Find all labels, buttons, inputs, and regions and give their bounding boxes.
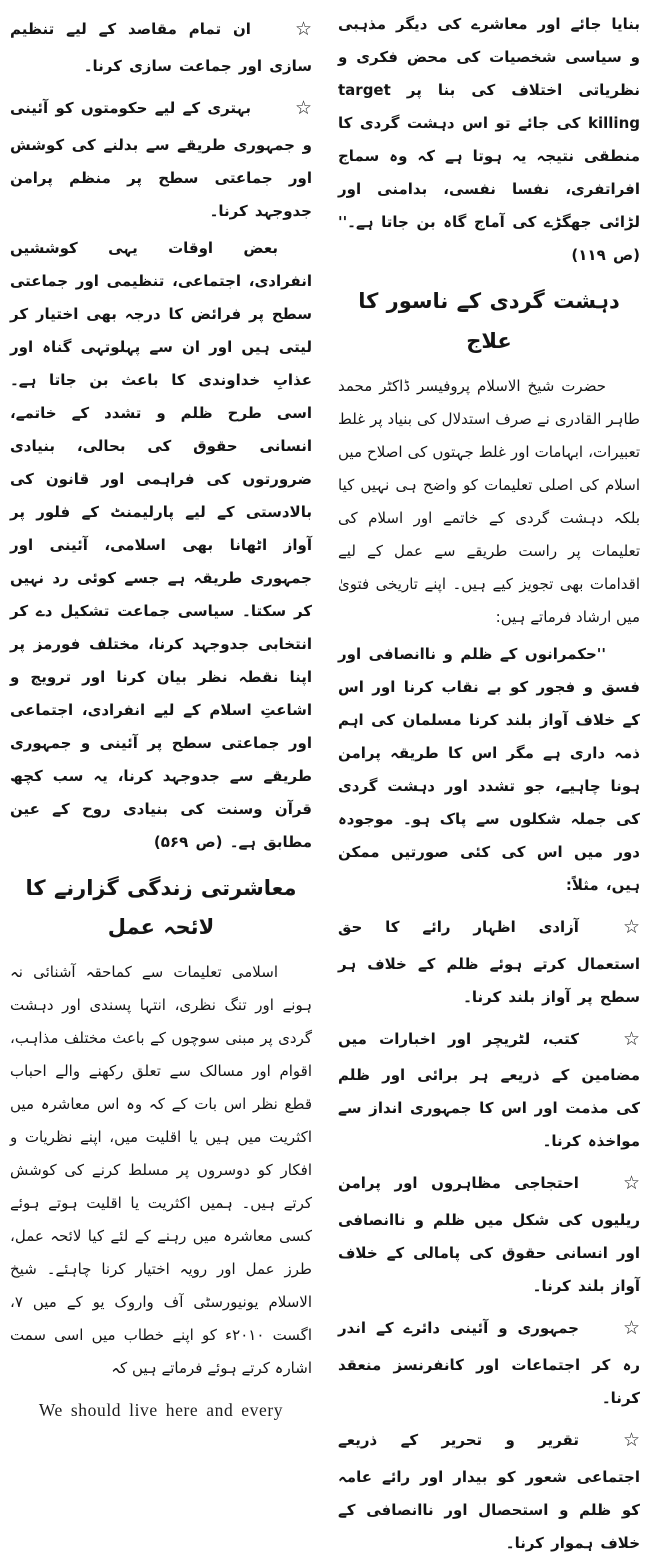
bullet-item	[10, 8, 312, 83]
star-bullet-icon: ☆	[622, 1317, 640, 1340]
star-bullet-icon: ☆	[622, 915, 640, 938]
bullet-text: احتجاجی مظاہروں اور پرامن ریلیوں کی شکل میں ظلم و ناانصافی اور انسانی حقوق کی پامالی کے خلاف آواز بلند کرنا۔	[338, 1174, 640, 1296]
star-bullet-icon: ☆	[622, 1428, 640, 1451]
bullet-item	[338, 1162, 640, 1303]
column-left	[10, 8, 312, 1564]
bullet-text: بہتری کے لیے حکومتوں کو آئینی و جمہوری طریقے سے بدلنے کی کوشش اور جماعتی سطح پر منظم پرامن جدوجہد کرنا۔	[10, 98, 312, 220]
bullet-text: جمہوری و آئینی دائرے کے اندر رہ کر اجتماعات اور کانفرنسز منعقد کرنا۔	[338, 1319, 640, 1407]
quote-continuation-paragraph: بنایا جائے اور معاشرے کی دیگر مذہبی و سیاسی شخصیات کی محض فکری و نظریاتی اختلاف کی بنا پر target killing کی جائے تو اس دہشت گردی کا منطقی نتیجہ یہ ہوتا ہے کہ وہ سماج افراتفری، نفسا نفسی، بدامنی اور لڑائی جھگڑے کی آماج گاہ بن جاتا ہے۔'' (ص ۱۱۹)	[338, 15, 640, 264]
bullet-item	[338, 1018, 640, 1159]
quote-paragraph: بعض اوقات یہی کوششیں انفرادی، اجتماعی، تنظیمی اور جماعتی سطح پر فرائض کا درجہ بھی اختیار کر لیتی ہیں اور ان سے پہلوتہی گناہ اور عذابِ خداوندی کا باعث بن جاتا ہے۔ اسی طرح ظلم و تشدد کے خاتمے، انسانی حقوق کی بحالی، بنیادی ضرورتوں کی فراہمی اور قانون کی بالادستی کے لیے پارلیمنٹ کے فلور پر آواز اٹھانا بھی اسلامی، آئینی اور جمہوری طریقہ ہے جسے کوئی رد نہیں کر سکتا۔ سیاسی جماعت تشکیل دے کر انتخابی جدوجہد کرنا، مختلف فورمز پر اپنا نقطہ نظر بیان کرنا اور ترویج و اشاعتِ اسلام کے لیے انفرادی، اجتماعی اور جماعتی سطح پر آئینی و جمہوری طریقے سے جدوجہد کرنا، یہ سب کچھ قرآن وسنت کی بنیادی روح کے عین مطابق ہے۔ (ص ۵۶۹)	[10, 238, 312, 851]
section-heading-terrorism-cure: دہشت گردی کے ناسور کا علاج	[358, 289, 620, 353]
star-bullet-icon: ☆	[294, 18, 312, 40]
bullet-text: ان تمام مقاصد کے لیے تنظیم سازی اور جماعت سازی کرنا۔	[10, 20, 312, 75]
english-quote-line: We should live here and every	[38, 1400, 284, 1421]
commentary-paragraph: حضرت شیخ الاسلام پروفیسر ڈاکٹر محمد طاہر القادری نے صرف استدلال کی بنیاد پر غلط تعبیرات، ابہامات اور غلط جہتوں کی اصلاح میں اسلام کی اصلی تعلیمات کو واضح ہی نہیں کیا بلکہ دہشت گردی کے خاتمے اور اسلام کی تعلیمات پر راست طریقے سے عمل کے لیے اقدامات بھی تجویز کیے ہیں۔ اپنے تاریخی فتویٰ میں ارشاد فرماتے ہیں:	[338, 376, 640, 626]
star-bullet-icon: ☆	[294, 96, 312, 119]
section-heading-social-life: معاشرتی زندگی گزارنے کا لائحہ عمل	[25, 875, 297, 940]
bullet-text: آزادی اظہار رائے کا حق استعمال کرتے ہوئے ظلم کے خلاف ہر سطح پر آواز بلند کرنا۔	[338, 917, 640, 1006]
fatwa-quote-paragraph: ''حکمرانوں کے ظلم و ناانصافی اور فسق و فجور کو بے نقاب کرنا اور اس کے خلاف آواز بلند کرنا مسلمان کی اہم ذمہ داری ہے مگر اس کا طریقہ پرامن ہونا چاہیے، جو تشدد اور دہشت گردی کی جملہ شکلوں سے پاک ہو۔ موجودہ دور میں اس کی کئی صورتیں ممکن ہیں، مثلاً:	[338, 644, 640, 894]
bullet-item	[338, 906, 640, 1014]
bullet-item	[338, 1307, 640, 1415]
bullet-text: تقریر و تحریر کے ذریعے اجتماعی شعور کو بیدار اور رائے عامہ کو ظلم و استحصال اور ناانصافی کے خلاف ہموار کرنا۔	[338, 1430, 640, 1552]
star-bullet-icon: ☆	[622, 1027, 640, 1050]
column-right	[338, 8, 640, 1564]
star-bullet-icon: ☆	[622, 1172, 640, 1195]
bullet-text: کتب، لٹریچر اور اخبارات میں مضامین کے ذریعے ہر برائی اور ظلم کی مذمت اور اس کا جمہوری انداز سے مواخذہ کرنا۔	[338, 1029, 640, 1151]
bullet-item	[338, 1419, 640, 1560]
commentary-paragraph: اسلامی تعلیمات سے کماحقہ آشنائی نہ ہونے اور تنگ نظری، انتہا پسندی اور دہشت گردی پر مبنی سوچوں کے باعث مختلف مذاہب، اقوام اور مسالک سے تعلق رکھنے والے احباب قطع نظر اس بات کے کہ وہ اس معاشرہ میں اکثریت میں ہیں یا اقلیت میں، اپنے نظریات و افکار کو دوسروں پر مسلط کرنے کی کوشش کرتے ہیں۔ ہمیں اکثریت یا اقلیت ہوتے ہوئے کسی معاشرہ میں رہنے کے لئے کیا لائحہ عمل، طرز عمل اور رویہ اختیار کرنا چاہئے۔ شیخ الاسلام یونیورسٹی آف واروک یو کے میں ۷، اگست ۲۰۱۰ء کو اپنے خطاب میں اسی سمت اشارہ کرتے ہوئے فرماتے ہیں کہ	[10, 963, 312, 1378]
bullet-item	[10, 87, 312, 228]
